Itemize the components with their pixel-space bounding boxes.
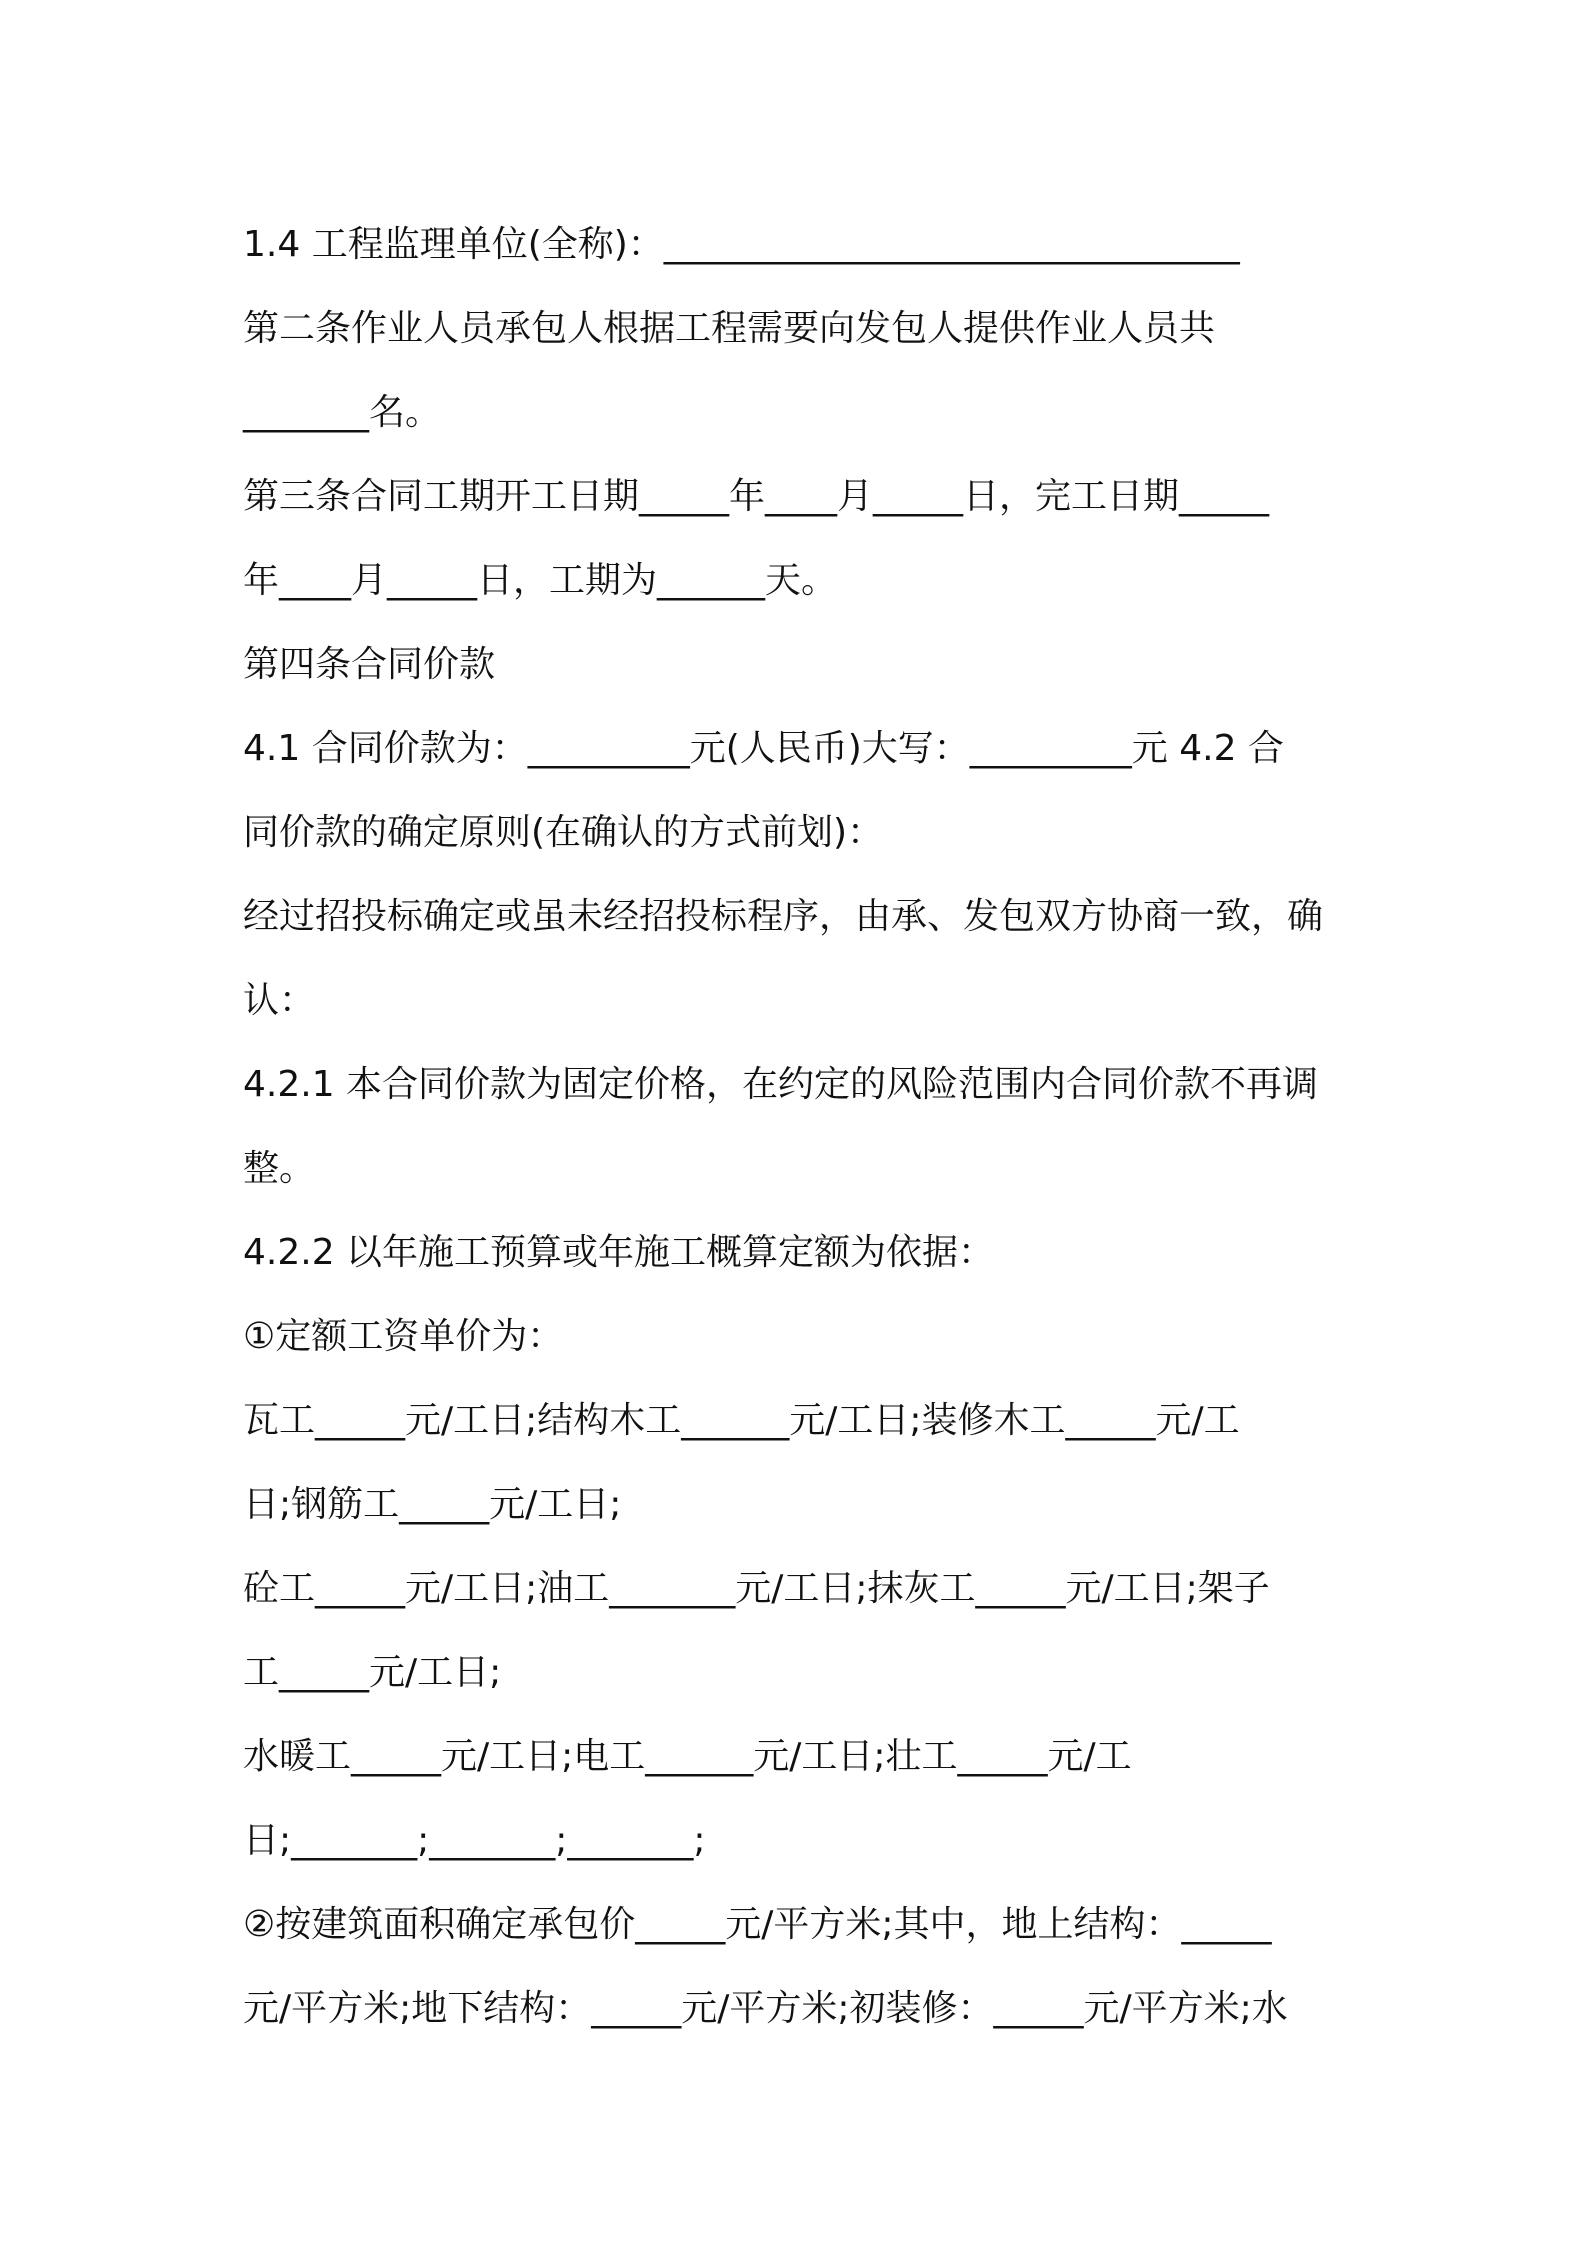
text-line: 4.2.2 以年施工预算或年施工概算定额为依据： — [243, 1232, 995, 1273]
text-line: 砼工_____元/工日;油工_______元/工日;抹灰工_____元/工日;架子 — [243, 1568, 1270, 1609]
text-line: 1.4 工程监理单位(全称)：________________________________ — [243, 224, 1240, 265]
text-line: 水暖工_____元/工日;电工______元/工日;壮工_____元/工 — [243, 1736, 1132, 1777]
text-line: 第二条作业人员承包人根据工程需要向发包人提供作业人员共 — [243, 308, 1216, 349]
text-line: ①定额工资单价为： — [243, 1316, 564, 1357]
text-line: 年____月_____日，工期为______天。 — [243, 560, 838, 601]
text-line: 经过招投标确定或虽未经招投标程序，由承、发包双方协商一致，确 — [243, 896, 1324, 937]
text-line: 整。 — [243, 1148, 316, 1189]
text-line: 日;钢筋工_____元/工日; — [243, 1484, 622, 1525]
text-line: 4.2.1 本合同价款为固定价格，在约定的风险范围内合同价款不再调 — [243, 1064, 1319, 1105]
text-line: 工_____元/工日; — [243, 1652, 502, 1693]
document-body — [243, 203, 1363, 2051]
text-line: 第三条合同工期开工日期_____年____月_____日，完工日期_____ — [243, 476, 1270, 517]
text-line: 认： — [243, 980, 316, 1021]
text-line: ②按建筑面积确定承包价_____元/平方米;其中，地上结构：_____ — [243, 1904, 1272, 1945]
text-line: 4.1 合同价款为：_________元(人民币)大写：_________元 4.2 合 — [243, 728, 1284, 769]
text-line: 同价款的确定原则(在确认的方式前划)： — [243, 812, 884, 853]
section-heading: 第四条合同价款 — [243, 644, 496, 685]
text-line: _______名。 — [243, 392, 442, 433]
text-line: 元/平方米;地下结构：_____元/平方米;初装修：_____元/平方米;水 — [243, 1988, 1288, 2029]
text-line: 日;_______;_______;_______; — [243, 1820, 706, 1861]
text-line: 瓦工_____元/工日;结构木工______元/工日;装修木工_____元/工 — [243, 1400, 1240, 1441]
